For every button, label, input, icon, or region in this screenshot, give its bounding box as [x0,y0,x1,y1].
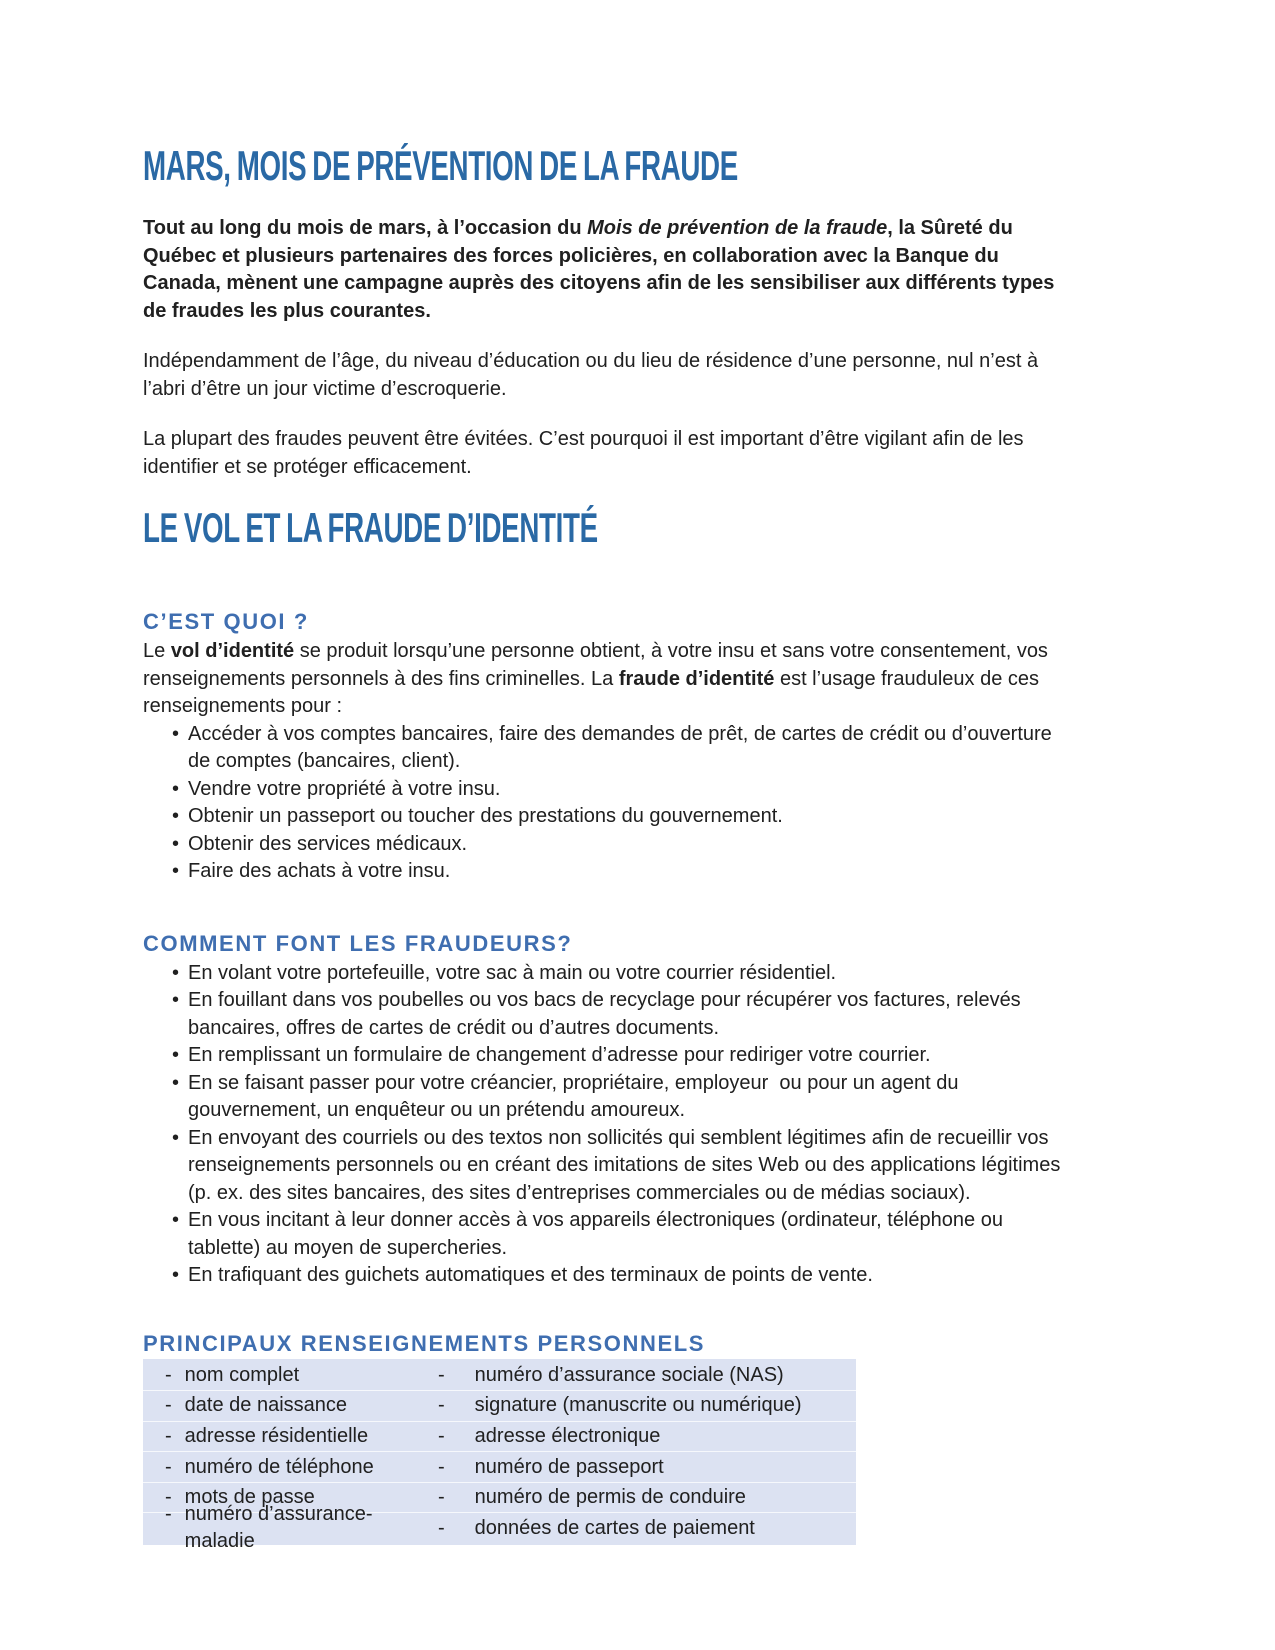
dash-marker: - [438,1455,445,1478]
bullet-item: • En trafiquant des guichets automatiques et des terminaux de points de vente. [188,1262,1067,1290]
personal-info-text: numéro de passeport [474,1455,664,1478]
bullet-item: • Faire des achats à votre insu. [188,858,1067,886]
subsection-heading-how: COMMENT FONT LES FRAUDEURS? [143,930,573,956]
personal-info-cell [143,1392,438,1419]
section-heading-identity-fraud [143,504,1067,552]
text-segment: Tout au long du mois de mars, à l’occasion du [143,217,588,239]
dash-marker: - [165,1424,172,1447]
bullet-item: • En envoyant des courriels ou des textos non sollicités qui semblent légitimes afin de recueillir vos renseignements personnels ou en créant des imitations de sites Web ou des applications légitimes (p. ex. des sites bancaires, des sites d’entreprises commerciales ou de médias sociaux). [188,1125,1067,1208]
personal-info-row [143,1451,856,1482]
dash-marker: - [165,1503,172,1526]
personal-info-text: nom complet [184,1363,300,1386]
paragraph-definition [143,638,1067,721]
bullet-item: • En remplissant un formulaire de changement d’adresse pour rediriger votre courrier. [188,1042,1067,1070]
personal-info-row [143,1421,856,1452]
text-segment: se produit lorsqu’une personne obtient, à votre insu et sans votre consentement, vos renseignements personnels à des fins criminelles. La [143,640,1048,690]
section-heading-identity-fraud-text: LE VOL ET LA FRAUDE D’IDENTITÉ [143,504,598,551]
text-segment: fraude d’identité [618,667,775,690]
personal-info-cell [143,1423,438,1450]
personal-info-cell [438,1392,856,1419]
personal-info-cell [143,1362,438,1389]
text-segment: Le [143,640,171,662]
intro-paragraph [143,215,1067,325]
subsection-heading-what: C’EST QUOI ? [143,609,309,634]
personal-info-text: date de naissance [184,1394,348,1417]
text-segment: , la Sûreté du Québec et plusieurs partenaires des forces policières, en collaboration avec la Banque du Canada, mènent une campagne auprès des citoyens afin de les sensibiliser aux différents types de fraudes les plus courantes. [143,217,1055,322]
personal-info-text: numéro de permis de conduire [474,1486,746,1509]
document-title [143,143,1067,189]
dash-marker: - [165,1455,172,1478]
dash-marker: - [438,1424,445,1447]
personal-info-text: numéro d’assurance sociale (NAS) [474,1363,784,1386]
personal-info-cell [438,1423,856,1450]
personal-info-row [143,1503,856,1553]
text-segment: vol d’identité [170,640,295,662]
bullet-item: • En fouillant dans vos poubelles ou vos bacs de recyclage pour récupérer vos factures, relevés bancaires, offres de cartes de crédit ou d’autres documents. [188,987,1067,1042]
subsection-heading-personal-info: PRINCIPAUX RENSEIGNEMENTS PERSONNELS [143,1330,706,1356]
personal-info-cell [143,1454,438,1481]
personal-info-row [143,1390,856,1421]
bullet-item: • En vous incitant à leur donner accès à vos appareils électroniques (ordinateur, téléphone ou tablette) au moyen de supercheries. [188,1207,1067,1262]
personal-info-table [143,1359,856,1553]
bullet-list-identity-uses [143,721,1067,886]
bullet-item: • Obtenir un passeport ou toucher des prestations du gouvernement. [188,803,1067,831]
personal-info-text: adresse électronique [474,1424,661,1447]
bullet-item: • En volant votre portefeuille, votre sac à main ou votre courrier résidentiel. [188,960,1067,988]
text-segment: Mois de prévention de la fraude [587,217,888,239]
dash-marker: - [438,1394,445,1417]
dash-marker: - [438,1363,445,1386]
personal-info-text: mots de passe [184,1486,315,1509]
personal-info-text: adresse résidentielle [184,1424,369,1447]
personal-info-row [143,1361,856,1391]
personal-info-cell [438,1484,856,1511]
personal-info-text: données de cartes de paiement [474,1516,755,1539]
personal-info-text: numéro de téléphone [184,1455,374,1478]
dash-marker: - [165,1394,172,1417]
personal-info-cell [438,1362,856,1389]
bullet-item: • En se faisant passer pour votre créancier, propriétaire, employeur ou pour un agent du gouvernement, un enquêteur ou un prétendu amoureux. [188,1070,1067,1125]
dash-marker: - [165,1363,172,1386]
dash-marker: - [165,1486,172,1509]
paragraph-vulnerability: Indépendamment de l’âge, du niveau d’éducation ou du lieu de résidence d’une personne, nul n’est à l’abri d’être un jour victime d’escroquerie. [143,350,1039,400]
dash-marker: - [438,1516,445,1539]
bullet-list-fraudster-methods [143,960,1067,1290]
personal-info-cell [143,1501,438,1555]
personal-info-text: signature (manuscrite ou numérique) [474,1394,802,1417]
dash-marker: - [438,1486,445,1509]
personal-info-cell [438,1515,856,1542]
paragraph-vigilance: La plupart des fraudes peuvent être évitées. C’est pourquoi il est important d’être vigilant afin de les identifier et se protéger efficacement. [143,428,1024,478]
text-segment: est l’usage frauduleux de ces renseignements pour : [143,667,1039,717]
personal-info-text: numéro d’assurance-maladie [184,1503,373,1553]
bullet-item: • Accéder à vos comptes bancaires, faire des demandes de prêt, de cartes de crédit ou d’ouverture de comptes (bancaires, client). [188,721,1067,776]
personal-info-cell [438,1454,856,1481]
bullet-item: • Obtenir des services médicaux. [188,831,1067,859]
document-title-text: MARS, MOIS DE PRÉVENTION DE LA FRAUDE [143,142,738,189]
bullet-item: • Vendre votre propriété à votre insu. [188,776,1067,804]
